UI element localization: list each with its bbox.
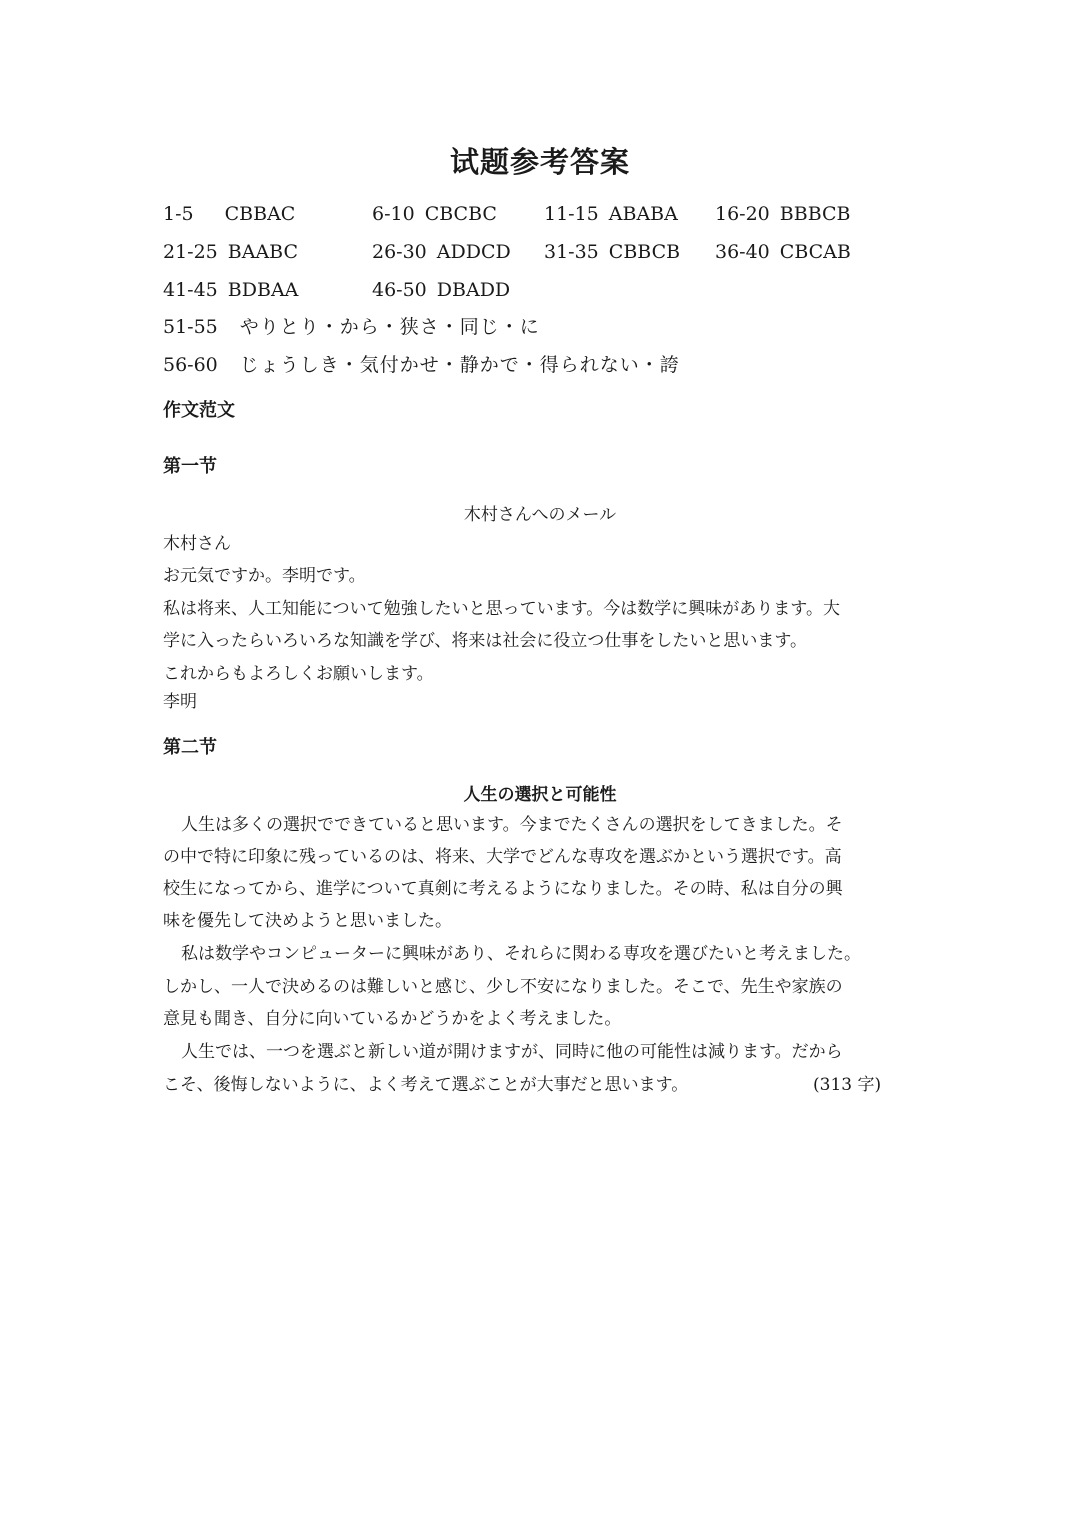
answer-range: 21-25 [163,241,218,263]
answer-range: 36-40 [715,241,770,263]
answer-value: DBADD [436,279,511,301]
answer-value: BDBAA [227,279,299,301]
answer-value: CBCAB [779,241,851,263]
answer-value: CBCBC [424,203,497,225]
page-title: 试题参考答案 [449,145,630,179]
section2-line: こそ、後悔しないように、よく考えて選ぶことが大事だと思います。 [163,1075,689,1095]
answer-range: 51-55 [163,316,218,338]
section2-line: 校生になってから、進学について真剣に考えるようになりました。その時、私は自分の興 [163,879,843,899]
section1-heading: 第一节 [163,456,217,477]
essay-heading: 作文范文 [163,400,235,421]
answer-value: BAABC [227,241,299,263]
answer-range: 6-10 [372,203,415,225]
section1-line: 李明 [163,692,197,712]
answer-value: じょうしき・気付かせ・静かで・得られない・誇 [239,354,680,376]
section2-heading: 第二节 [163,737,217,758]
section2-line: しかし、一人で決めるのは難しいと感じ、少し不安になりました。そこで、先生や家族の [163,977,843,997]
section1-line: これからもよろしくお願いします。 [163,664,434,684]
answer-item [163,275,298,305]
section2-title: 人生の選択と可能性 [463,785,617,805]
answer-item [544,199,678,229]
answer-value: ABABA [608,203,678,225]
answer-item [544,237,680,267]
section1-line: 木村さん [163,534,231,554]
section2-line: 人生は多くの選択でできていると思います。今までたくさんの選択をしてきました。そ [181,815,843,835]
answer-value: ADDCD [436,241,511,263]
section2-line: 人生では、一つを選ぶと新しい道が開けますが、同時に他の可能性は減ります。だから [181,1042,843,1062]
word-count: (313 字) [813,1075,882,1095]
answer-item [163,199,295,229]
answer-range: 41-45 [163,279,218,301]
answer-value: やりとり・から・狭さ・同じ・に [239,316,540,338]
section2-line: 味を優先して決めようと思いました。 [163,911,452,931]
section2-line: 私は数学やコンピューターに興味があり、それらに関わる専攻を選びたいと考えました。 [181,944,861,964]
section1-title: 木村さんへのメール [463,505,617,525]
answer-item [715,237,851,267]
answer-range: 46-50 [372,279,427,301]
fill-answer-row [163,350,680,380]
section2-line: の中で特に印象に残っているのは、将来、大学でどんな専攻を選ぶかという選択です。高 [163,847,842,867]
answer-item [372,199,497,229]
answer-item [163,237,298,267]
section1-line: 学に入ったらいろいろな知識を学び、将来は社会に役立つ仕事をしたいと思います。 [163,631,807,651]
answer-value: CBBAC [224,203,296,225]
answer-range: 56-60 [163,354,218,376]
answer-range: 1-5 [163,203,194,225]
answer-item [715,199,851,229]
fill-answer-row [163,312,540,342]
answer-item [372,237,511,267]
section2-line: 意見も聞き、自分に向いているかどうかをよく考えました。 [163,1009,622,1029]
answer-value: CBBCB [608,241,681,263]
answer-item [372,275,510,305]
section1-line: 私は将来、人工知能について勉強したいと思っています。今は数学に興味があります。大 [163,599,840,619]
answer-range: 26-30 [372,241,427,263]
section1-line: お元気ですか。李明です。 [163,566,366,586]
answer-value: BBBCB [779,203,851,225]
answer-range: 16-20 [715,203,770,225]
answer-range: 31-35 [544,241,599,263]
answer-range: 11-15 [544,203,599,225]
